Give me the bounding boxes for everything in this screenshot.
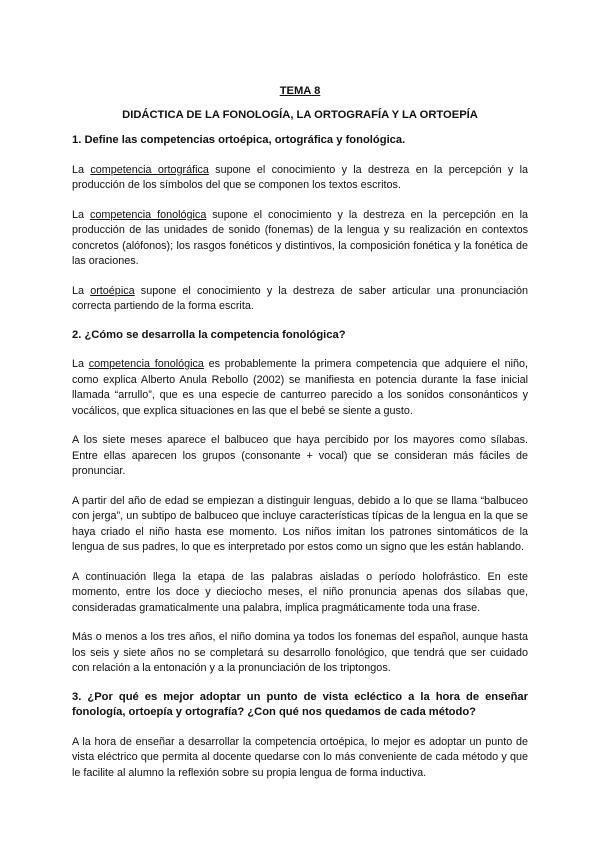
q2-paragraph-2: A los siete meses aparece el balbuceo que haya percibido por los mayores como sílabas. Entre ellas aparecen los grupos (consonante + vocal) que se consideran más fáciles de pronunciar. (72, 434, 528, 477)
q2-paragraph-3: A partir del año de edad se empiezan a distinguir lenguas, debido a lo que se llama “balbuceo con jerga”, un subtipo de balbuceo que incluye características típicas de la lengua en la que se haya criado el niño hasta ese momento. Los niños imitan los patrones sintomáticos de la lengua de sus padres, lo que es interpretado por estos como un signo que les están hablando. (72, 494, 528, 553)
q1-paragraph-2 (72, 208, 528, 270)
q1-paragraph-3 (72, 284, 528, 315)
text-run: La (72, 163, 91, 176)
question-1-heading: 1. Define las competencias ortoépica, ortográfica y fonológica. (72, 134, 406, 146)
question-3-heading: 3. ¿Por qué es mejor adoptar un punto de vista ecléctico a la hora de enseñar fonología, ortoepía y ortografía? ¿Con qué nos quedamos de cada método? (72, 690, 528, 718)
text-run: supone el conocimiento y la destreza de saber articular una pronunciación correcta partiendo de la forma escrita. (72, 284, 528, 312)
text-run: La (72, 284, 91, 297)
term-competencia-ortografica: competencia ortográfica (90, 163, 209, 176)
text-run: es probablemente la primera competencia que adquiere el niño, como explica Alberto Anula Rebollo (2002) se manifiesta en potencia durante la fase inicial llamada “arrullo”, que es una especie de canturreo parecido a los sonidos consonánticos y vocálicos, que explica situaciones en las que el bebé se siente a gusto. (72, 358, 528, 417)
document-page (72, 84, 528, 781)
term-competencia-fonologica: competencia fonológica (88, 358, 204, 370)
term-ortoepica: ortoépica (90, 284, 135, 297)
document-title: TEMA 8 (279, 85, 321, 97)
q2-paragraph-1 (72, 357, 528, 419)
text-run: La (72, 358, 89, 370)
term-competencia-fonologica: competencia fonológica (89, 208, 207, 221)
text-run: supone el conocimiento y la destreza en la percepción en la producción de las unidades de sonido (fonemas) de la lengua y su realización en contextos concretos (alófonos); los rasgos fonéticos y distintivos, la composición fonética y la fonética de las oraciones. (72, 208, 528, 267)
q1-paragraph-1 (72, 163, 528, 194)
q2-paragraph-4: A continuación llega la etapa de las palabras aisladas o período holofrástico. En este momento, entre los doce y dieciocho meses, el niño pronuncia apenas dos sílabas que, consideradas gramaticalmente una palabra, implica pragmáticamente toda una frase. (72, 570, 528, 614)
text-run: supone el conocimiento y la destreza en la percepción y la producción de los símbolos del que se componen los textos escritos. (72, 163, 528, 191)
document-subtitle: DIDÁCTICA DE LA FONOLOGÍA, LA ORTOGRAFÍA Y LA ORTOEPÍA (122, 109, 478, 121)
text-run: La (72, 208, 90, 221)
q3-paragraph-1: A la hora de enseñar a desarrollar la competencia ortoépica, lo mejor es adoptar un punto de vista eléctrico que permita al docente quedarse con lo más conveniente de cada método y que le facilite al alumno la reflexión sobre su propia lengua de forma inductiva. (72, 735, 528, 779)
q2-paragraph-5: Más o menos a los tres años, el niño domina ya todos los fonemas del español, aunque hasta los seis y siete años no se completará su desarrollo fonológico, que tendrá que ser cuidado con relación a la entonación y a la pronunciación de los triptongos. (72, 631, 528, 674)
question-2-heading: 2. ¿Cómo se desarrolla la competencia fonológica? (72, 328, 346, 341)
